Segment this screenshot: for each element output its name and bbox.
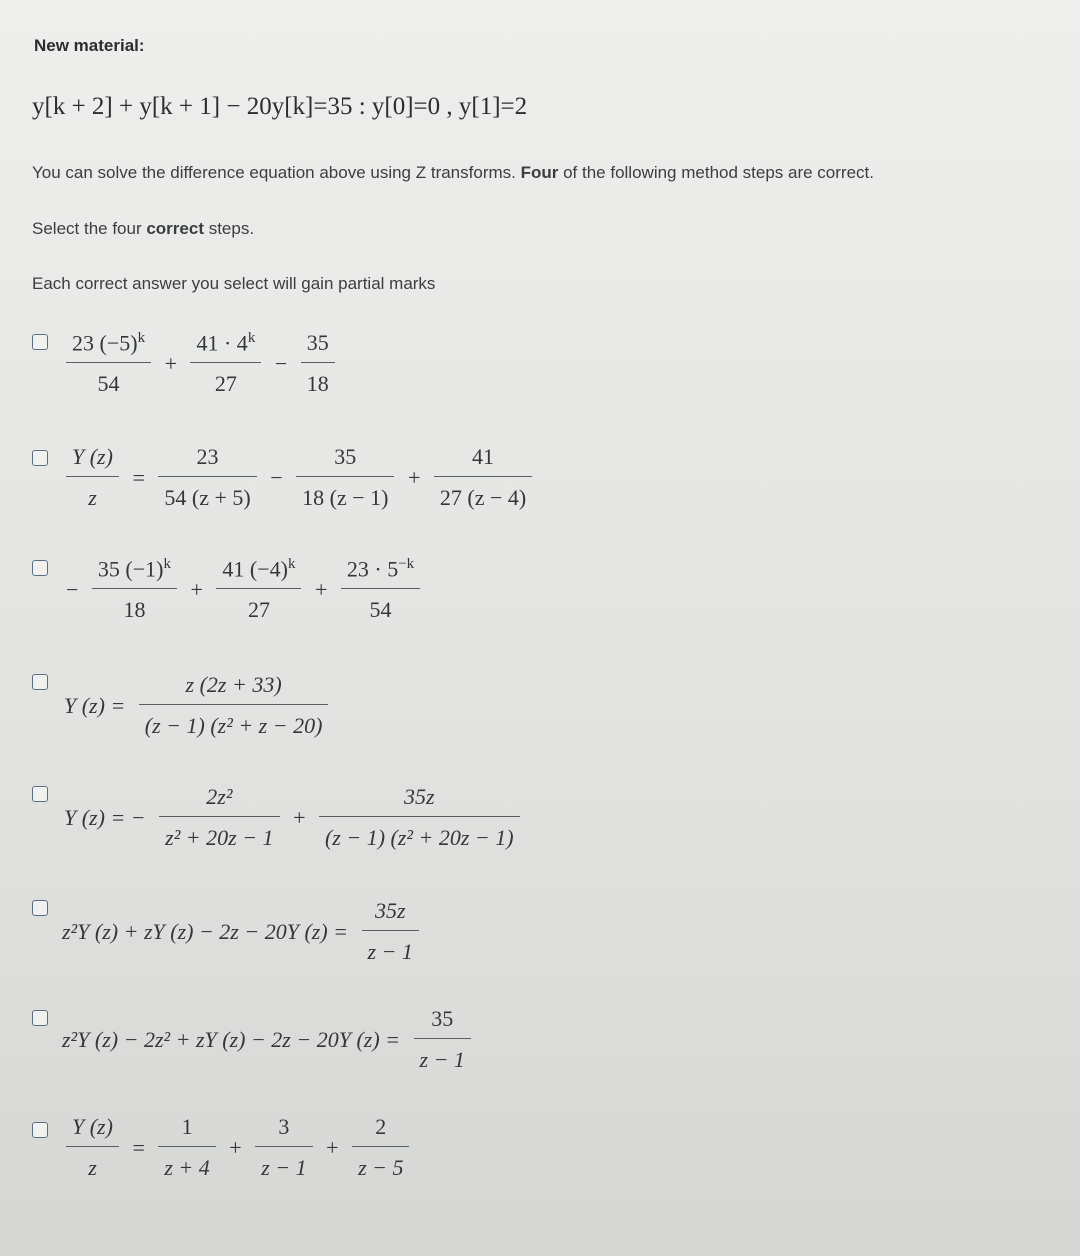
fraction xyxy=(255,1114,312,1181)
operator: + xyxy=(326,1134,339,1160)
numerator: 2 xyxy=(375,1114,387,1139)
denominator: (z − 1) (z² + 20z − 1) xyxy=(319,816,520,851)
option-6-checkbox[interactable] xyxy=(32,900,48,916)
fraction xyxy=(352,1114,409,1181)
select-text: Select the four xyxy=(32,219,147,238)
fraction xyxy=(139,672,329,739)
denominator: z − 1 xyxy=(362,930,419,965)
partial-marks-line: Each correct answer you select will gain partial marks xyxy=(32,274,436,293)
option-8-checkbox[interactable] xyxy=(32,1122,48,1138)
numerator: 41 (−4) xyxy=(222,556,288,582)
fraction xyxy=(158,444,256,511)
option-1-checkbox[interactable] xyxy=(32,334,48,350)
denominator: z xyxy=(66,1146,119,1181)
section-heading: New material: xyxy=(34,36,145,55)
denominator: 27 (z − 4) xyxy=(434,476,532,511)
fraction xyxy=(341,556,420,623)
fraction xyxy=(414,1006,471,1073)
lhs: z²Y (z) + zY (z) − 2z − 20Y (z) = xyxy=(62,918,349,944)
fraction xyxy=(296,444,394,511)
lhs: z²Y (z) − 2z² + zY (z) − 2z − 20Y (z) = xyxy=(62,1026,401,1052)
option-8-math xyxy=(62,1114,413,1181)
select-emphasis: correct xyxy=(146,219,204,238)
operator: − xyxy=(66,576,79,602)
option-2-math xyxy=(62,444,536,511)
fraction xyxy=(92,556,177,623)
operator: − xyxy=(274,350,288,376)
operator: + xyxy=(164,350,177,376)
option-1-math xyxy=(62,330,339,397)
numerator: 1 xyxy=(181,1114,193,1139)
option-3-math xyxy=(62,556,424,623)
option-3-checkbox[interactable] xyxy=(32,560,48,576)
numerator: Y (z) xyxy=(72,444,113,469)
denominator: z² + 20z − 1 xyxy=(159,816,279,851)
denominator: z + 4 xyxy=(158,1146,215,1181)
denominator: 27 xyxy=(190,362,261,397)
fraction xyxy=(66,1114,119,1181)
fraction xyxy=(362,898,419,965)
numerator: 35z xyxy=(374,898,406,923)
numerator: 35 (−1) xyxy=(97,556,164,582)
fraction xyxy=(301,330,335,397)
numerator: 41 xyxy=(472,444,495,469)
instructions-emphasis: Four xyxy=(520,163,559,182)
exponent: k xyxy=(137,330,146,346)
option-5-math xyxy=(60,784,524,851)
operator: + xyxy=(229,1134,242,1160)
numerator: 3 xyxy=(278,1114,290,1139)
option-5-checkbox[interactable] xyxy=(32,786,48,802)
lhs: Y (z) = xyxy=(64,692,126,718)
denominator: 54 (z + 5) xyxy=(158,476,256,511)
operator: + xyxy=(407,464,421,490)
numerator: 23 (−5) xyxy=(72,330,138,356)
option-7-checkbox[interactable] xyxy=(32,1010,48,1026)
fraction xyxy=(66,330,151,397)
option-4-math xyxy=(60,672,332,739)
fraction xyxy=(319,784,520,851)
exponent: k xyxy=(163,556,171,572)
denominator: 27 xyxy=(216,588,301,623)
fraction xyxy=(158,1114,215,1181)
select-line xyxy=(32,219,254,239)
option-7-math xyxy=(58,1006,475,1073)
instructions-text-end: of the following method steps are correct. xyxy=(558,163,874,182)
denominator: 54 xyxy=(341,588,420,623)
operator: = xyxy=(132,1134,145,1160)
denominator: z − 1 xyxy=(414,1038,471,1073)
lhs: Y (z) = − xyxy=(64,804,146,830)
exponent: k xyxy=(247,330,256,346)
select-text-end: steps. xyxy=(203,219,255,238)
difference-equation: y[k + 2] + y[k + 1] − 20y[k]=35 : y[0]=0 , y[1]=2 xyxy=(32,93,528,120)
option-4-checkbox[interactable] xyxy=(32,674,48,690)
denominator: 18 (z − 1) xyxy=(296,476,394,511)
denominator: (z − 1) (z² + z − 20) xyxy=(139,704,329,739)
option-6-math xyxy=(58,898,423,965)
denominator: 54 xyxy=(66,362,151,397)
denominator: z − 5 xyxy=(352,1146,409,1181)
numerator: 35z xyxy=(404,784,435,809)
operator: + xyxy=(314,576,328,602)
instructions-line xyxy=(32,163,874,183)
exponent: −k xyxy=(398,556,415,572)
operator: + xyxy=(190,576,203,602)
fraction xyxy=(66,444,119,511)
exponent: k xyxy=(287,556,296,572)
numerator: 23 xyxy=(196,444,219,469)
numerator: 23 · 5 xyxy=(346,556,399,582)
numerator: Y (z) xyxy=(72,1114,113,1139)
numerator: 2z² xyxy=(206,784,233,809)
denominator: 18 xyxy=(301,362,335,397)
operator: − xyxy=(270,464,283,490)
numerator: 35 xyxy=(306,330,329,356)
instructions-text: You can solve the difference equation above using Z transforms. xyxy=(32,163,521,182)
operator: + xyxy=(293,804,306,830)
operator: = xyxy=(132,464,145,490)
denominator: z − 1 xyxy=(255,1146,312,1181)
fraction xyxy=(216,556,301,623)
option-2-checkbox[interactable] xyxy=(32,450,48,466)
fraction xyxy=(434,444,532,511)
numerator: 41 · 4 xyxy=(196,330,248,356)
numerator: 35 xyxy=(334,444,357,469)
numerator: 35 xyxy=(431,1006,454,1031)
numerator: z (2z + 33) xyxy=(185,672,282,697)
denominator: 18 xyxy=(92,588,177,623)
fraction xyxy=(159,784,279,851)
fraction xyxy=(190,330,261,397)
denominator: z xyxy=(66,476,119,511)
